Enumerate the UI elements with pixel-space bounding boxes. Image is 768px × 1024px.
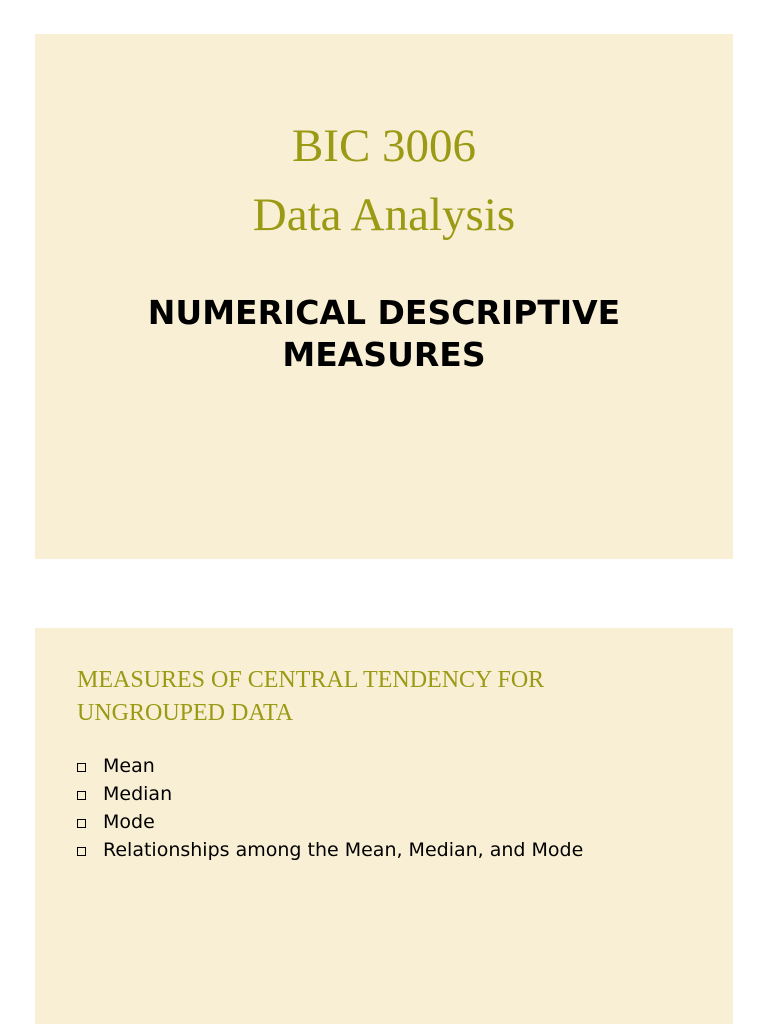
bullet-item-mode: [77, 808, 583, 836]
slide-heading-line-1: MEASURES OF CENTRAL TENDENCY FOR: [77, 667, 545, 693]
bullet-label: Relationships among the Mean, Median, and Mode: [103, 839, 584, 861]
bullet-label: Median: [103, 783, 173, 805]
bullet-list: [77, 752, 583, 864]
slide-heading-line-2: UNGROUPED DATA: [77, 700, 294, 726]
bullet-item-mean: [77, 752, 583, 780]
slide-title: [35, 34, 733, 559]
subtitle-line-1: NUMERICAL DESCRIPTIVE: [147, 293, 621, 332]
subtitle-line-2: MEASURES: [282, 335, 486, 374]
hollow-square-bullet-icon: [77, 819, 86, 828]
hollow-square-bullet-icon: [77, 847, 86, 856]
course-code-heading: BIC 3006: [291, 120, 477, 172]
course-name-heading: Data Analysis: [252, 189, 516, 241]
bullet-label: Mean: [103, 755, 155, 777]
bullet-label: Mode: [103, 811, 155, 833]
bullet-item-relationships: [77, 836, 583, 864]
bullet-item-median: [77, 780, 583, 808]
hollow-square-bullet-icon: [77, 791, 86, 800]
slide-central-tendency: [35, 628, 733, 1024]
hollow-square-bullet-icon: [77, 763, 86, 772]
slide-subtitle: [35, 292, 733, 376]
slide-heading: [77, 664, 697, 730]
